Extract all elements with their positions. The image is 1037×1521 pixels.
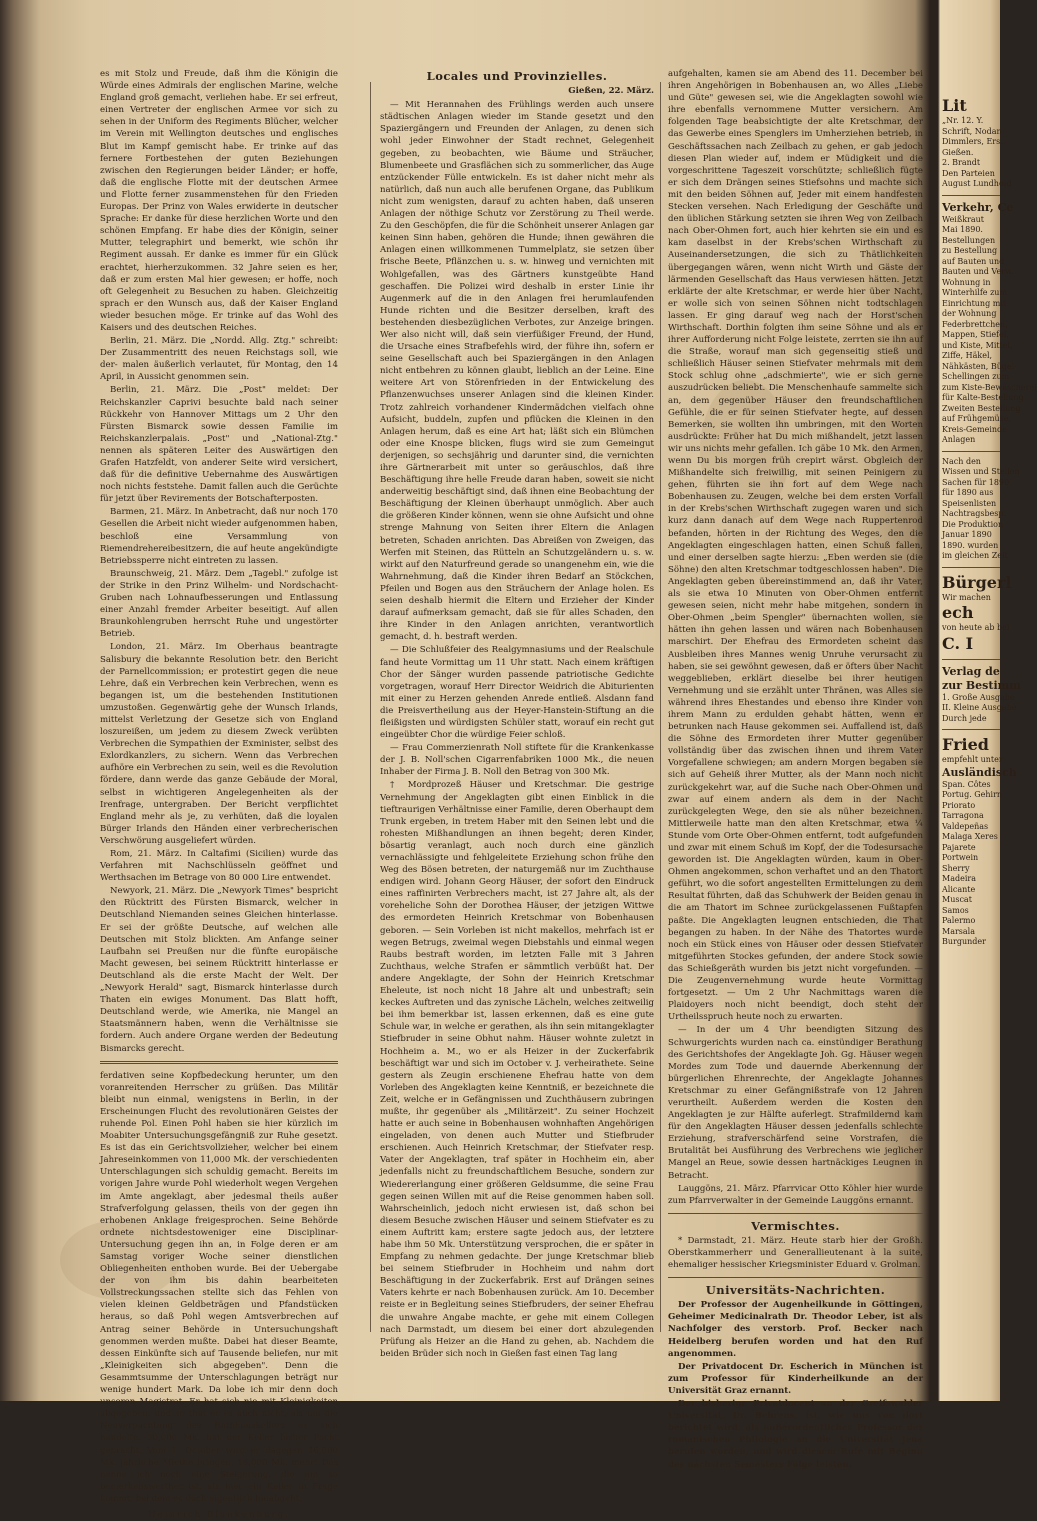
edge-text-line: für 1890 aus xyxy=(942,488,994,497)
edge-text-line: Schellingen zum xyxy=(942,372,1010,381)
section-divider xyxy=(668,1213,923,1214)
university-paragraph: Der bisherige Privatdocent an der Greifswalder Universität, Dr. Behrens, ist, wie uns von dort berichtet wird, als außerordentlicher Professor der romanischen Philologie an die Universität Jena berufen worden, und wird diesem Rufe mit Beginn des nächsten Semesters Folge leisten. xyxy=(668,1399,923,1470)
edge-text-line: und Kiste, Mittel, xyxy=(942,340,1013,350)
edge-text-line: Dimmlers, Ers. xyxy=(942,137,1003,146)
dateline: Gießen, 22. März. xyxy=(568,86,654,97)
edge-text-line: Portug. Gehirn xyxy=(942,790,1003,799)
edge-text-line: Bürgerl xyxy=(942,572,1012,592)
local-paragraph: — Die Schlußfeier des Realgymnasiums und der Realschule fand heute Vormittag um 11 Uhr statt. Nach einem kräftigen Chor der Sänger wurden passende patriotische Gedichte vorgetragen, worauf Herr Director Weidrich die Abiturienten mit einer zu Herzen gehenden Anrede entließ. Alsdann fand die Preisvertheilung aus der Heyer-Hanstein-Stiftung an die fleißigsten und würdigsten Schüler statt, worauf ein recht gut eingeübter Chor die würdige Feier schloß. xyxy=(380,645,654,741)
edge-text-line: Marsala xyxy=(942,926,975,936)
news-paragraph: Newyork, 21. März. Die „Newyork Times" bespricht den Rücktritt des Fürsten Bismarck, welcher in Deutschland Niemanden seines Gleichen hinterlasse. Er sei der größte Deutsche, auf welchen alle Deutschen mit Stolz blickten. Am Anfange seiner Laufbahn sei Preußen nur die fünfte europäische Macht gewesen, bei seinem Rücktritt hinterlasse er Deutschland als die erste Macht der Welt. Der „Newyork Herald" sagt, Bismarck hinterlasse durch Thaten ein ewiges Monument. Das Blatt hofft, Deutschland werde, wie Amerika, nie Mangel an Staatsmännern haben, wenn die Verhältnisse sie fordern. Auch andere Organe werden der Bedeutung Bismarcks gerecht. xyxy=(100,886,338,1054)
edge-text-line: Den Parteien xyxy=(942,168,995,178)
edge-text-line: zu Bestellung xyxy=(942,246,998,255)
local-paragraph: — Mit Herannahen des Frühlings werden auch unsere städtischen Anlagen wieder im Stande gesetzt und den Spaziergängern und Freunden der Anlagen, zu denen sich wohl jeder Einwohner der Stadt rechnet, Gelegenheit gegeben, zu beobachten, wie Bäume und Sträucher, Blumenbeete und Grasflächen sich zu sommerlicher, das Auge entzückender Fülle entwickeln. Es ist daher nicht mehr als natürlich, daß nun auch alle berufenen Organe, das Publikum nicht zum wenigsten, darauf zu achten haben, daß unseren Anlagen der nöthige Schutz vor Zerstörung zu Theil werde. Zu den Geschöpfen, die für die Schönheit unserer Anlagen gar keinen Sinn haben, gehören die Hunde; ihnen gewähren die Anlagen einen willkommenen Tummelplatz, sie setzen über frische Beete, Pflänzchen u. s. w. hinweg und vernichten mit Wohlgefallen, was des Gärtners kunstgeübte Hand geschaffen. Die Polizei wird deshalb in erster Linie ihr Augenmerk auf die in den Anlagen frei herumlaufenden Hunde richten und die Besitzer derselben, kraft des bestehenden diesbezüglichen Verbotes, zur Anzeige bringen. Wer also nicht will, daß sein vierfüßiger Freund, der Hund, die Ursache eines Strafbefehls wird, der führe ihn, sofern er seine Gesellschaft auch bei Spaziergängen in den Anlagen nicht entbehren zu können glaubt, lieblich an der Leine. Eine weitere Art von Störenfrieden in der Entwickelung des Pflanzenwuchses unserer Anlagen sind die kleinen Kinder. Trotz zahlreich vorhandener Kindermädchen vielfach ohne Aufsicht, buddeln, zupfen und pflücken die Kleinen in den Anlagen herum, daß es eine Art hat; läßt sich ein Blümchen oder eine Knospe blicken, flugs wird sie zum Gemeingut derjenigen, so sechsjährig und darunter sind, die vernichten ihre Gärtnerarbeit mit unter so geräuschlos, daß ihre Beschäftigung ihre helle Freude daran haben, soweit sie nicht anderweitig beschäftigt sind, daß ihnen eine Beobachtung der Beschäftigung der Kleinen überhaupt unmöglich. Aber auch die größeren Kinder können, wenn sie ohne Aufsicht und ohne strenge Mahnung von Seiten ihrer Eltern die Anlagen betreten, Schaden anrichten. Das Abreißen von Zweigen, das Werfen mit Steinen, das Rütteln an Schutzgeländern u. s. w. wirkt auf den Naturfreund gerade so unangenehm ein, wie die Wahrnehmung, daß die Kinder ihren Bedarf an Stöckchen, Pfeilen und Bogen aus den Sträuchern der Anlage holen. Es seien deshalb hiermit die Eltern und Erzieher der Kinder darauf aufmerksam gemacht, daß sie für alles Schaden, den ihre Kinder in den Anlagen anrichten, verantwortlich gemacht, d. h. bestraft werden. xyxy=(380,100,654,643)
section-divider xyxy=(668,1277,923,1278)
edge-text-line: Samos xyxy=(942,905,969,915)
edge-text-line: ech xyxy=(942,603,974,622)
edge-text-line: Ausländisch xyxy=(942,765,1017,779)
edge-text-line: Januar 1890 xyxy=(942,530,992,539)
edge-text-line: II. Kleine Ausgabe xyxy=(942,703,1017,712)
edge-text-line: Bestellungen xyxy=(942,235,996,245)
edge-text-line: Palermo xyxy=(942,916,976,925)
edge-text-line: Span. Côtes xyxy=(942,779,991,789)
left-news-block xyxy=(100,68,338,1055)
edge-text-line: 1. Große Ausgabe xyxy=(942,692,1015,702)
edge-text-line: der Wohnung xyxy=(942,309,997,318)
edge-text-line: Wir machen xyxy=(942,592,991,602)
edge-text-line: Ziffe, Häkel, xyxy=(942,351,993,360)
news-paragraph: Rom, 21. März. In Caltafimi (Sicilien) wurde das Verfahren mit Nachschlüsseln geöffnet und Werthsachen im Betrage von 80 000 Lire entwendet. xyxy=(100,849,338,884)
edge-text-line: Nach den xyxy=(942,456,981,466)
adjacent-page-edge xyxy=(942,96,1037,1356)
edge-text-line: für Kalte-Bestellung xyxy=(942,393,1024,402)
edge-text-line: Kreis-Gemeinde xyxy=(942,424,1007,434)
edge-text-line: Priorato xyxy=(942,800,976,810)
edge-text-line: Weißkraut xyxy=(942,214,985,224)
edge-divider xyxy=(942,729,1000,730)
edge-divider xyxy=(942,567,1000,568)
trial-paragraph: aufgehalten, kamen sie am Abend des 11. December bei ihren Angehörigen in Bobenhausen an, wo Alles „Liebe und Güte" gewesen sei, wie die Angeklagten sowohl wie ihre ebenfalls vernommene Mutter versichern. Am folgenden Tage beabsichtigte der alte Kretschmar, der das Gewerbe eines Spenglers im Umherziehen betrieb, in Geschäftssachen nach Zeilbach zu gehen, er gab jedoch diesen Plan wieder auf, indem er Müdigkeit und die vorgeschrittene Tageszeit vorschützte; schließlich fügte er sich dem Drängen seines Stiefsohns und machte sich mit den beiden Söhnen auf, Jeder mit einem handfesten Stecken versehen. Nach Erledigung der Geschäfte und den üblichen Stärkung setzten sie ihren Weg von Zeilbach nach Ober-Ohmen fort, auch hier kehrten sie ein und es kam daselbst in der Krebs'schen Wirthschaft zu Auseinandersetzungen, die sich zu Thätlichkeiten übergegangen wären, wenn nicht Wirth und Gäste der lärmenden Gesellschaft das Haus verwiesen hätten. Jetzt erklärte der alte Kretschmar, er werde hier über Nacht, er wolle sich von seinen Söhnen nicht todtschlagen lassen. Er ging darauf weg nach der Horst'schen Wirthschaft. Dorthin folgten ihm seine Söhne und als er ihrer Aufforderung nicht Folge leistete, zerrten sie ihn auf die Straße, worauf man sich gegenseitig stieß und schließlich Häuser seinen Stiefvater mehrmals mit dem Stock schlug ohne „adschmierte", wie er sich gerne auszudrücken beliebt. Die Menschenhaufe sammelte sich an, dem gegenüber Häuser den freundschaftlichen Gefühle, die er für seinen Stiefvater hegte, auf dessen Bemerken, sie wollten ihn umbringen, mit den Worten ausdrückte: Früher hat Du mich mißhandelt, jetzt lassen wir uns nichts mehr gefallen. Ich gäbe 10 Mk. den Armen, wenn Du bis morgen früh crepirt wärst. Obgleich der Mißhandelte sich freiwillig, mit seinen Peinigern zu gehen, führten sie ihn fort auf dem Wege nach Bobenhausen zu. Zeugen, welche bei dem ersten Vorfall in der Krebs'schen Wirthschaft zugegen waren und sich kurz dann danach auf dem Wege nach Ruppertenrod befanden, hörten in der Richtung des Weges, den die Angeklagten eingeschlagen hatten, einen Schuß fallen, und einer derselben sagte hierzu: „Eben werden sie (die Söhne) den alten Kretschmar todtgeschlossen haben". Die Angeklagten geben übereinstimmend an, daß ihr Vater, als sie etwa 10 Minuten von Ober-Ohmen entfernt gewesen seien, nicht mehr habe mitgehen, sondern in Ober-Ohmen „beim Spengler" übernachten wollen, sie hätten ihn gehen lassen und wären nach Bobenhausen marschirt. Der Ehefrau des Ermordeten scheint das Ausbleiben ihres Mannes wenig Unruhe verursacht zu haben, sie sei gewöhnt gewesen, daß er öfters über Nacht weggeblieben, erklärt dieselbe bei ihrer heutigen Vernehmung und sie erzählt unter Thränen, was Alles sie während ihres Ehestandes und ebenso ihre Kinder von ihrem Mann zu erdulden gehabt hätten, wenn er betrunken nach Hause gekommen sei. Auffallend ist, daß die Söhne des Ermordeten ihrer Mutter gegenüber vollständig über das zwischen ihnen und ihrem Vater Vorgefallene schwiegen; am andern Morgen begaben sie sich auf Geheiß ihrer Mutter, als der Mann noch nicht zurückgekehrt war, auf die Suche nach Ober-Ohmen und zwar auf einem andern als dem in der Nacht zurückgelegten Wege, den sie als nüher bezeichnen. Mittlerweile hatte man den alten Kretschmar, etwa ¼ Stunde vom Orte Ober-Ohmen entfernt, todt aufgefunden und zwar mit einem Schuß im Kopf, der die Todesursache geworden ist. Die Angeklagten würden, kaum in Ober-Ohmen angekommen, schon verhaftet und an den Thatort geführt, wo die sofort angestellten Ermittelungen zu dem Resultat führten, daß das Schuhwerk der Beiden genau in die am Thatort im Schnee zurückgelassenen Fußtapfen paßte. Die Angeklagten leugnen entschieden, die That begangen zu haben. In der Nähe des Thatortes wurde noch ein Stück eines von Häuser oder dessen Stiefvater mitgeführten Stockes gefunden, der andere Stock sowie das Schießgeräth wurden bis jetzt nicht vorgefunden. — Die Zeugenvernehmung wurde heute Vormittag fortgesetzt. — Um 2 Uhr Nachmittags waren die Plaidoyers noch nicht beendigt, doch steht der Urtheilsspruch heute noch zu erwarten. xyxy=(668,69,923,1023)
edge-text-line: Federbrettchen, xyxy=(942,319,1008,329)
edge-text-line: 2. Brandt xyxy=(942,158,981,167)
edge-text-line: zur Bestimm xyxy=(942,678,1021,692)
edge-text-line: Madeira xyxy=(942,874,976,883)
edge-text-line: Mai 1890. xyxy=(942,225,983,234)
edge-text-line: Sherry xyxy=(942,863,970,873)
edge-text-line: Alicante xyxy=(942,884,976,894)
edge-text-line: im gleichen Zeit xyxy=(942,551,1008,560)
edge-text-line: von heute ab bei xyxy=(942,623,1010,632)
edge-text-line: Die Produktion xyxy=(942,519,1004,529)
edge-text-line: August Lundhold xyxy=(942,179,1012,188)
edge-text-line: Lit xyxy=(942,96,967,115)
section-title: Locales und Provinzielles. xyxy=(426,69,608,83)
edge-text-line: Muscat xyxy=(942,895,972,904)
misc-title: Vermischtes. xyxy=(751,1218,840,1233)
news-paragraph: London, 21. März. Im Oberhaus beantragte Salisbury die bekannte Resolution betr. den Bericht der Parnellcommission; er protestirt gegen die neue Lehre, daß ein Verbrechen kein Verbrechen, wenn es begangen ist, um die bestehenden Institutionen umzustoßen. Gegenwärtig gehe der Wunsch Irlands, mittelst Verletzung der Gesetze sich von England loszureißen, um jedem zu diesem Zweck verübten Verbrechen die Sympathien der Exminister, selbst des Exlordkanzlers, zu sichern. Wenn das Verbrechen aufhöre ein Verbrechen zu sein, weil es die Revolution fördere, dann werde das ganze Gebäude der Moral, selbst in wichtigeren Angelegenheiten als der Irenfrage, untergraben. Der Bericht verpflichtet England mehr als je, zu verhüten, daß die loyalen Bürger Irlands den Händen einer verbrecherischen Verschwörung ausgeliefert würden. xyxy=(100,642,338,846)
column-rule xyxy=(660,82,661,1332)
university-title: Universitäts-Nachrichten. xyxy=(705,1283,886,1298)
edge-text-line: 1890. wurden xyxy=(942,540,999,550)
local-paragraph: — Frau Commerzienrath Noll stiftete für die Krankenkasse der J. B. Noll'schen Cigarrenfabriken 1000 Mk., die neuen Inhaber der Firma J. B. Noll den Betrag von 300 Mk. xyxy=(380,743,654,778)
edge-text-line: Verlag de xyxy=(942,664,1000,678)
right-column xyxy=(668,68,923,1470)
edge-text-line: Durch jede xyxy=(942,713,987,723)
edge-divider xyxy=(942,451,1000,452)
edge-text-line: Einrichtung mit xyxy=(942,298,1007,308)
edge-text-line: zum Kiste-Bewäscherei xyxy=(942,382,1037,392)
edge-text-line: C. I xyxy=(942,633,974,653)
feuilleton-paragraph: ferdativen seine Kopfbedeckung herunter, um den voranreitenden Herrscher zu grüßen. Das Militär bleibt nun einmal, wenigstens in Berlin, in der Erscheinungen Flucht des revolutionären Geistes der ruhende Pol. Einen Pohl haben sie hier kürzlich im Moabiter Untersuchungsgefängniß zur Ruhe gesetzt. Es ist das ein Gerichtsvollzieher, welcher bei einem Jahreseinkommen von 11,000 Mk. der verschiedenten Unterschlagungen sich schuldig gemacht. Bereits im vorigen Jahre wurde Pohl wiederholt wegen Vergehen im Amte angeklagt, aber jedesmal theils außer Strafverfolgung gelassen, theils von der gegen ihn erhobenen Anklage freigesprochen. Seine Behörde ordnete nichtsdestoweniger eine Disciplinar-Untersuchung gegen ihn an, in Folge deren er am Samstag voriger Woche seiner dienstlichen Obliegenheiten enthoben wurde. Bei der Uebergabe der von ihm bis dahin bearbeiteten Vollstreckungssachen stellte sich das Fehlen von vielen kleinen Geldbeträgen und Pfandstücken heraus, so daß Pohl wegen Amtsverbrechen auf Antrag seiner Behörde in Untersuchungshaft genommen werden mußte. Dabei hat dieser Beamte, dessen Einkünfte sich auf Tausende beliefen, nur mit „Kleinigkeiten sich abgegeben". Denn die Gesammtsumme der Unterschlagungen beträgt nur wenige hundert Mark. Da lobe ich mir denn doch unseren Magistrat. Er hat sich nie mit Kleinigkeiten abgegeben, und so that er es auch nicht, als um die Neuverpachtung des Rathhauskellers es sich handelte. 30,000 Mk. hat der Keller bisher Pacht gebracht. Vom 1. October wird er dagegen 46,000 Mk. jährliche Miethe bringen. 16,000 Mk. mehr! Das nenne ich noch eine Steigerung, die um so bemerkenswerther ist, als hier ein Keller in Frage kommt, bei dem es doch eigentlich hinabgeht. xyxy=(100,1070,338,1504)
signature: Heinrich Blankenburg. xyxy=(148,1509,290,1520)
edge-text-line: Verkehr, Ce xyxy=(942,200,1014,214)
middle-column xyxy=(380,68,655,1359)
edge-text-line: Malaga Xeres xyxy=(942,832,998,841)
edge-text-line: Sachen für 1890 xyxy=(942,477,1010,487)
news-paragraph: Lauggöns, 21. März. Pfarrvicar Otto Köhler hier wurde zum Pfarrverwalter in der Gemeinde Lauggöns ernannt. xyxy=(668,1183,923,1206)
university-paragraph: Der Privatdocent Dr. Escherich in München ist zum Professor für Kinderheilkunde an der Universität Graz ernannt. xyxy=(668,1361,923,1396)
news-paragraph: Berlin, 21. März. Die „Nordd. Allg. Ztg." schreibt: Der Zusammentritt des neuen Reichstags soll, wie der- malen äußerlich verlautet, für Montag, den 14 April, in Aussicht genommen sein. xyxy=(100,336,338,383)
edge-text-line: auf Bauten und xyxy=(942,256,1005,266)
feuilleton-block xyxy=(100,1070,338,1521)
local-paragraph: † Mordprozeß Häuser und Kretschmar. Die gestrige Vernehmung der Angeklagten gibt einen Einblick in die tieftraurigen Verhältnisse einer Familie, deren Oberhaupt dem Trunk ergeben, in tretem Haber mit den Seinen lebt und die rohesten Mißhandlungen an ihnen begeht; deren Kinder, bösartig veranlagt, auch noch durch eine gänzlich vernachlässigte und fehlgeleitete Erziehung schon frühe den Weg des Bösen betreten, der naturgemäß nur im Zuchthause endigen wird. Johann Georg Häuser, der sofort den Eindruck eines raffinirten Verbrechers macht, ist 27 Jahre alt, als der voreheliche Sohn der Dorothea Häuser, der jetzigen Wittwe des ermordeten Heinrich Kretschmar von Bobenhausen geboren. — Sein Vorleben ist nicht makellos, mehrfach ist er wegen Betrugs, zweimal wegen Diebstahls und einmal wegen Raubs bestraft worden, im letzten Falle mit 3 Jahren Zuchthaus, welche Strafen er sämmtlich verbüßt hat. Der andere Angeklagte, der Sohn der Heinrich Kretschmar Eheleute, ist noch nicht 18 Jahre alt und unbestraft; sein keckes Auftreten und das zynische Lächeln, welches zeitweilig bei ihm bemerkbar ist, lassen erkennen, daß es eine gute Schule war, in welche er gerathen, als ihn sein mitangeklagter Stiefbruder in seine Obhut nahm. Häuser wohnte zuletzt in Hochheim a. M., wo er als Heizer in der Zuckerfabrik beschäftigt war und sich im October v. J. verheirathete. Seine gestern als Zeugin erschienene Ehefrau hatte von dem Vorleben des Angeklagten keine Kenntniß, er bezeichnete die Zeit, welche er in Gefängnissen und Zuchthäusern zubringen mußte, ihr gegenüber als „Militärzeit". Zu seiner Hochzeit hatte er auch seine in Bobenhausen wohnhaften Angehörigen eingeladen, von denen auch Mutter und Stiefbruder erschienen. Auch Heinrich Kretschmar, der Stiefvater resp. Vater der Angeklagten, traf später in Hochheim ein, aber jedenfalls nicht zu freundschaftlichem Besuche, sondern zur Wiedererlangung einer größeren Geldsumme, die seine Frau gegen seinen Willen mit auf die Reise genommen haben soll. Wahrscheinlich, jedoch nicht erwiesen ist, daß schon bei diesem Besuche zwischen Häuser und seinem Stiefvater es zu einem Auftritt kam; erstere sagte jedoch aus, der letztere habe ihm 50 Mk. Unterstützung versprochen, die er später in Empfang zu nehmen gedachte. Der junge Kretschmar blieb bei seinem Stiefbruder in Hochheim und nahm dort Beschäftigung in der Zuckerfabrik. Erst auf Drängen seines Vaters kehrte er nach Bobenhausen zurück. Am 10. December reiste er in Begleitung seines Stiefbruders, der seiner Ehefrau die unwahre Angabe machte, er gehe mit einem Collegen nach Darmstadt, um diesem bei einer dort abzulegenden Prüfung als Heizer an die Hand zu gehen, ab. Nachdem die beiden Brüder sich noch in Gießen fast einen Tag lang xyxy=(380,780,655,1359)
newspaper-page xyxy=(0,68,930,1520)
edge-text-line: Winterhilfe zum xyxy=(942,288,1008,297)
column-rule xyxy=(370,82,371,1332)
news-paragraph: es mit Stolz und Freude, daß ihm die Königin die Würde eines Admirals der englischen Marine, welche England groß gemacht, verliehen habe. Er sei erfreut, einen Vertreter der englischen Armee vor sich zu sehen in der Uniform des Regiments Blücher, welcher im Verein mit Wellington deutsches und englisches Blut im Kampf gemischt habe. Er trinke auf das fernere Fortbestehen der guten Beziehungen zwischen den Regierungen beider Länder; er hoffe, daß die englische Flotte mit der deutschen Armee und Flotte ferner zusammenstehen für den Frieden Europas. Der Prinz von Wales erwiderte in deutscher Sprache: Er danke für diese herzlichen Worte und den schönen Empfang. Er habe dies der Königin, seiner Mutter, telegraphirt und bemerkt, wie schön ihr Regiment aussah. Er danke es immer für ein Glück erachtet, hierherzukommen. 32 Jahre seien es her, daß er zum ersten Mal hier gewesen; er hoffe, noch oft Gelegenheit zu Besuchen zu haben. Gleichzeitig sprach er den Wunsch aus, daß der Kaiser England wieder besuchen möge. Er trinke auf das Wohl des Kaisers und des deutschen Reiches. xyxy=(100,69,338,333)
edge-divider xyxy=(942,659,1000,660)
edge-text-line: Wissen und Stellen xyxy=(942,467,1020,476)
edge-divider xyxy=(942,195,1000,196)
edge-text-line: Mappen, Stiefel, xyxy=(942,330,1009,339)
edge-text-line: Speisenlisten xyxy=(942,498,997,508)
edge-text-line: Tarragona xyxy=(942,811,984,820)
news-paragraph: Braunschweig, 21. März. Dem „Tagebl." zufolge ist der Strike in den Prinz Wilhelm- und Nordschacht-Gruben nach Lohnaufbesserungen und Entlassung einer Anzahl fremder Arbeiter beseitigt. Auf allen Braunkohlengruben herrscht Ruhe und ungestörter Betrieb. xyxy=(100,568,338,640)
left-column xyxy=(100,68,338,1520)
edge-text-line: Portwein xyxy=(942,853,979,862)
feuilleton-divider xyxy=(100,1061,338,1064)
edge-text-line: Wohnung in xyxy=(942,277,991,287)
edge-text-line: Gießen. xyxy=(942,147,974,157)
edge-text-line: Pajarete xyxy=(942,842,976,852)
edge-text-line: Schrift, Nodan xyxy=(942,126,1002,136)
edge-text-line: Valdepeñas xyxy=(942,821,989,831)
misc-paragraph: * Darmstadt, 21. März. Heute starb hier der Großh. Oberstkammerherr und Generallieutenant à la suite, ehemaliger hessischer Kriegsminister Eduard v. Grolman. xyxy=(668,1235,923,1271)
edge-text-line: „Nr. 12. Y. xyxy=(942,116,984,125)
verdict-paragraph: — In der um 4 Uhr beendigten Sitzung des Schwurgerichts wurden nach ca. einstündiger Berathung des Gerichtshofes der Angeklagte Joh. Gg. Häuser wegen Mordes zum Tode und dauernde Aberkennung der bürgerlichen Ehrenrechte, der Angeklagte Johannes Kretschmar zu einer Gefängnißstrafe von 12 Jahren verurtheilt. Außerdem werden die Kosten den Angeklagten je zur Hälfte auferlegt. Strafmildernd kam für den Angeklagten Häuser dessen jedenfalls schlechte Erziehung, strafverschärfend seine Vorstrafen, die Brutalität bei Ausführung des Verbrechens wie jeglicher Mangel an Reue, sowie dessen hartnäckiges Leugnen in Betracht. xyxy=(668,1025,923,1181)
edge-text-line: empfehlt unter xyxy=(942,755,1003,764)
edge-text-line: Fried xyxy=(942,735,989,754)
edge-text-line: Zweiten Bestellung xyxy=(942,403,1021,413)
edge-text-line: auf Frühgemüse, xyxy=(942,414,1012,423)
edge-text-line: Bauten und Verw. xyxy=(942,267,1014,276)
news-paragraph: Barmen, 21. März. In Anbetracht, daß nur noch 170 Gesellen die Arbeit nicht wieder aufgenommen haben, beschloß eine Versammlung von Riemendrehereibesitzern, die auf heute angekündigte Betriebssperre nicht eintreten zu lassen. xyxy=(100,507,338,566)
edge-text-line: Nachtragsbesp. xyxy=(942,509,1007,518)
edge-text-line: Nähkästen, Bügel- xyxy=(942,361,1017,371)
edge-text-line: Burgunder xyxy=(942,937,986,946)
news-paragraph: Berlin, 21. März. Die „Post" meldet: Der Reichskanzler Caprivi besuchte bald nach seiner Rückkehr von Hannover Mittags um 2 Uhr den Fürsten Bismarck sowie dessen Familie im Reichskanzlerpalais. „Post" und „National-Ztg." nennen als späteren Leiter des Auswärtigen den Grafen Hatzfeldt, von anderer Seite wird versichert, daß für die definitive Uebernahme des Auswärtigen noch nichts feststehe. Damit fallen auch die Gerüchte für jetzt über Revirements der Botschafterposten. xyxy=(100,385,338,505)
edge-text-line: Anlagen xyxy=(942,435,976,444)
university-paragraph: Der Professor der Augenheilkunde in Göttingen, Geheimer Medicinalrath Dr. Theodor Leber, ist als Nachfolger des verstorb. Prof. Becker nach Heidelberg berufen worden und hat den Ruf angenommen. xyxy=(668,1300,923,1359)
